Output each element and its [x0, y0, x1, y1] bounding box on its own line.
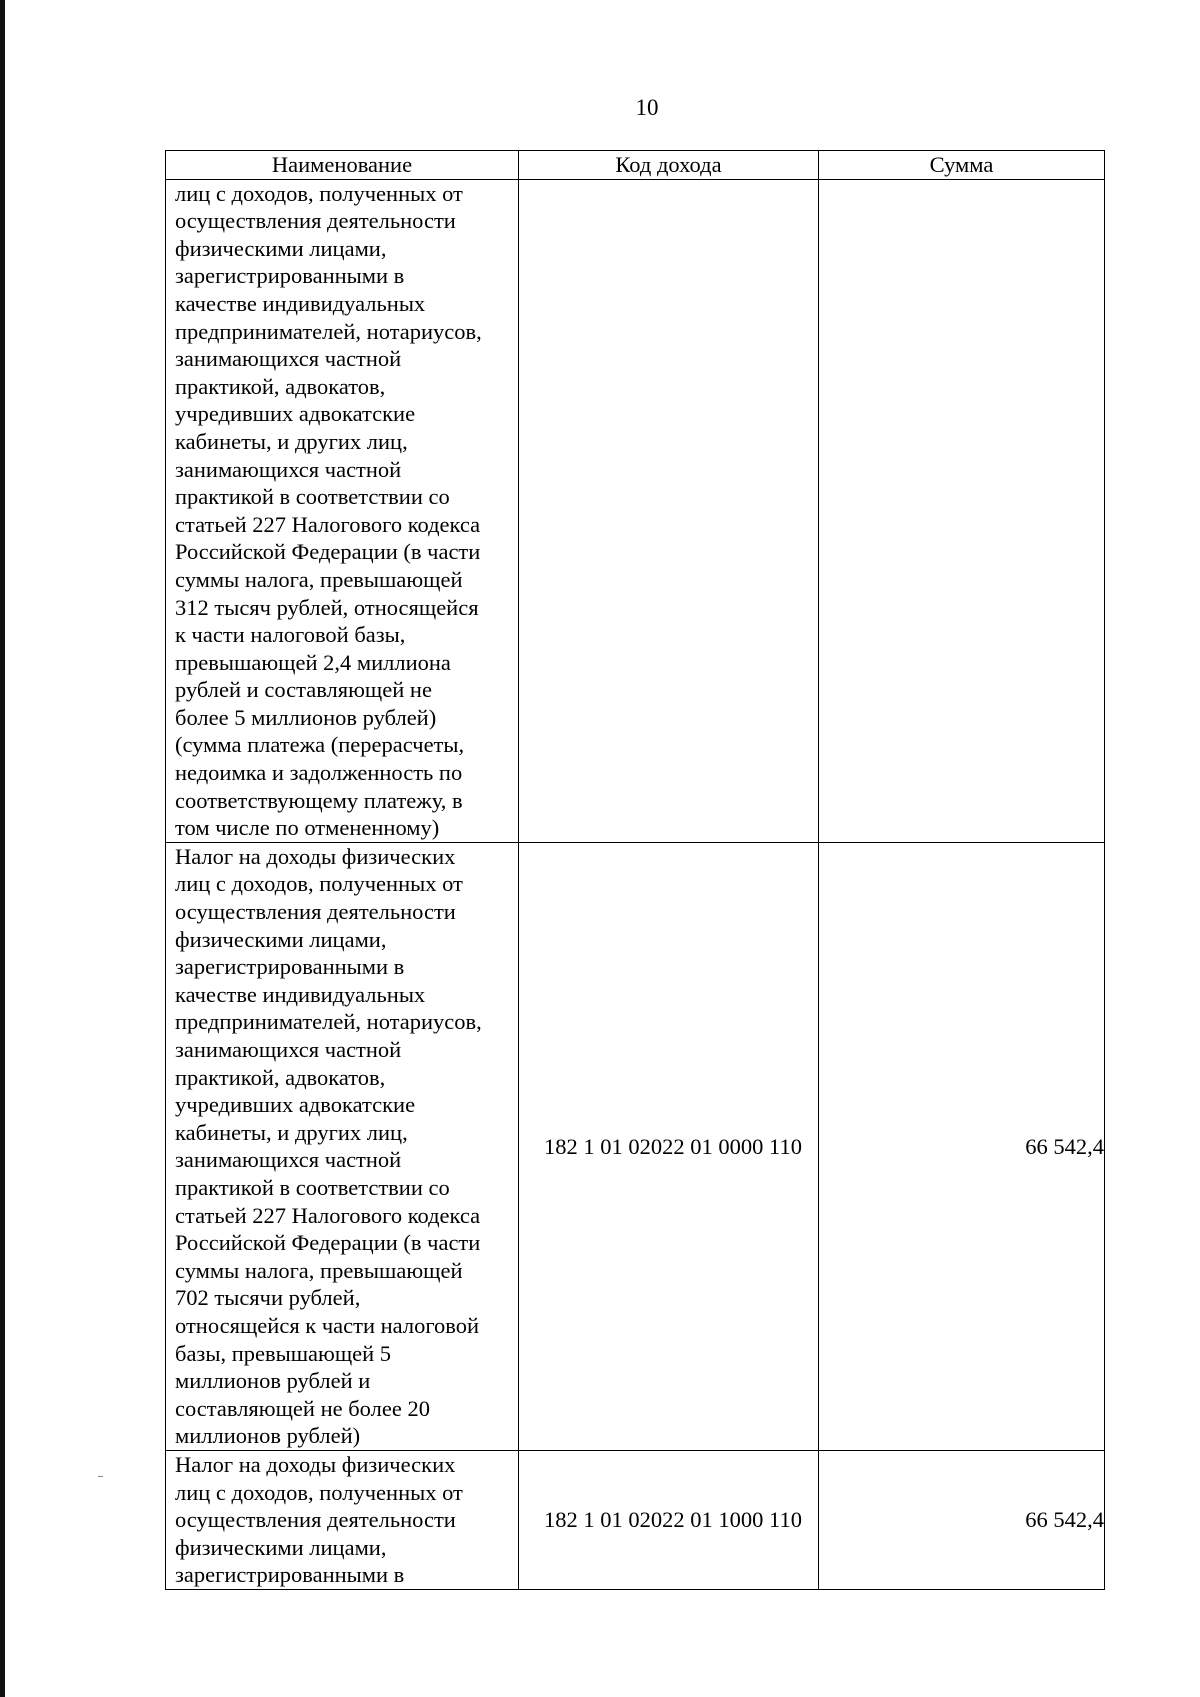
header-name: Наименование: [166, 151, 519, 180]
row-name-cell: Налог на доходы физических лиц с доходов, полученных от осуществления деятельности физическими лицами, зарегистрированными в качестве индивидуальных предпринимателей, нотариусов, занимающихся частной практикой, адвокатов, учредивших адвокатские кабинеты, и других лиц, занимающихся частной практикой в соответствии со статьей 227 Налогового кодекса Российской Федерации (в части суммы налога, превышающей 702 тысячи рублей, относящейся к части налоговой базы, превышающей 5 миллионов рублей и составляющей не более 20 миллионов рублей): [166, 842, 519, 1450]
row-sum-cell: 66 542,4: [819, 1450, 1105, 1589]
table-row: [166, 842, 1105, 1450]
table-row: [166, 179, 1105, 842]
page-number: 10: [635, 95, 659, 120]
table-header-row: [166, 151, 1105, 180]
header-sum: Сумма: [819, 151, 1105, 180]
scan-left-edge: [0, 0, 5, 1697]
row-code-cell: [519, 179, 819, 842]
scan-speck: [98, 1476, 103, 1477]
revenue-table: [165, 150, 1105, 1590]
row-code-cell: 182 1 01 02022 01 1000 110: [519, 1450, 819, 1589]
header-code: Код дохода: [519, 151, 819, 180]
row-sum-cell: 66 542,4: [819, 842, 1105, 1450]
row-code-cell: 182 1 01 02022 01 0000 110: [519, 842, 819, 1450]
row-name-cell: лиц с доходов, полученных от осуществления деятельности физическими лицами, зарегистрированными в качестве индивидуальных предпринимателей, нотариусов, занимающихся частной практикой, адвокатов, учредивших адвокатские кабинеты, и других лиц, занимающихся частной практикой в соответствии со статьей 227 Налогового кодекса Российской Федерации (в части суммы налога, превышающей 312 тысяч рублей, относящейся к части налоговой базы, превышающей 2,4 миллиона рублей и составляющей не более 5 миллионов рублей) (сумма платежа (перерасчеты, недоимка и задолженность по соответствующему платежу, в том числе по отмененному): [166, 179, 519, 842]
row-name-cell: Налог на доходы физических лиц с доходов, полученных от осуществления деятельности физическими лицами, зарегистрированными в: [166, 1450, 519, 1589]
table-row: [166, 1450, 1105, 1589]
row-sum-cell: [819, 179, 1105, 842]
